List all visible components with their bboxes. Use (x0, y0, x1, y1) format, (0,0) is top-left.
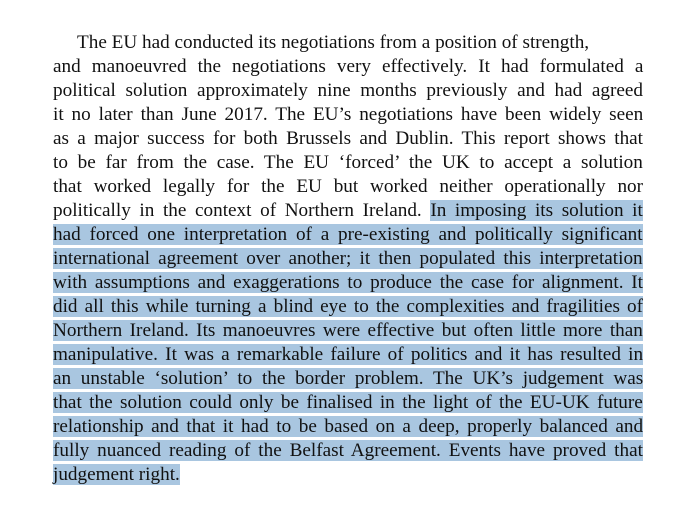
text-line-4 (53, 103, 643, 127)
text-line-10 (53, 247, 643, 271)
text-line-19 (53, 463, 180, 487)
text-line-6 (53, 151, 643, 175)
text-segment: and manoeuvred the negotiations very effectively. It had formulated a (53, 56, 644, 77)
highlighted-text[interactable]: that the solution could only be finalised in the light of the EU-UK future (53, 392, 643, 413)
text-segment: The EU had conducted its negotiations from a position of strength, (77, 32, 590, 53)
text-line-12 (53, 295, 643, 319)
text-line-7 (53, 175, 643, 199)
highlighted-text[interactable]: fully nuanced reading of the Belfast Agreement. Events have proved that (53, 440, 643, 461)
text-line-9 (53, 223, 643, 247)
text-segment: politically in the context of Northern Ireland. (53, 200, 431, 221)
highlighted-text[interactable]: judgement right. (53, 464, 180, 485)
highlighted-text[interactable]: international agreement over another; it then populated this interpretation (53, 248, 643, 269)
text-line-15 (53, 367, 643, 391)
text-line-14 (53, 343, 643, 367)
text-line-17 (53, 415, 643, 439)
highlighted-text[interactable]: an unstable ‘solution’ to the border problem. The UK’s judgement was (53, 368, 644, 389)
text-segment: political solution approximately nine months previously and had agreed (53, 80, 643, 101)
text-segment: that worked legally for the EU but worked neither operationally nor (53, 176, 644, 197)
text-segment: it no later than June 2017. The EU’s negotiations have been widely seen (53, 104, 644, 125)
text-segment: as a major success for both Brussels and Dublin. This report shows that (53, 128, 644, 149)
text-line-16 (53, 391, 643, 415)
text-line-2 (53, 55, 643, 79)
text-line-8 (53, 199, 643, 223)
text-line-1 (77, 31, 643, 55)
highlighted-text[interactable]: did all this while turning a blind eye to the complexities and fragilities of (53, 296, 644, 317)
highlighted-text[interactable]: In imposing its solution it (430, 200, 643, 221)
text-line-13 (53, 319, 643, 343)
text-line-11 (53, 271, 643, 295)
highlighted-text[interactable]: manipulative. It was a remarkable failure of politics and it has resulted in (53, 344, 644, 365)
highlighted-text[interactable]: Northern Ireland. Its manoeuvres were effective but often little more than (53, 320, 643, 341)
highlighted-text[interactable]: had forced one interpretation of a pre-existing and politically significant (53, 224, 643, 245)
text-line-3 (53, 79, 643, 103)
highlighted-text[interactable]: with assumptions and exaggerations to produce the case for alignment. It (53, 272, 644, 293)
document-page (53, 0, 643, 531)
text-line-5 (53, 127, 643, 151)
text-segment: to be far from the case. The EU ‘forced’ the UK to accept a solution (53, 152, 643, 173)
highlighted-text[interactable]: relationship and that it had to be based on a deep, properly balanced and (53, 416, 644, 437)
text-line-18 (53, 439, 643, 463)
